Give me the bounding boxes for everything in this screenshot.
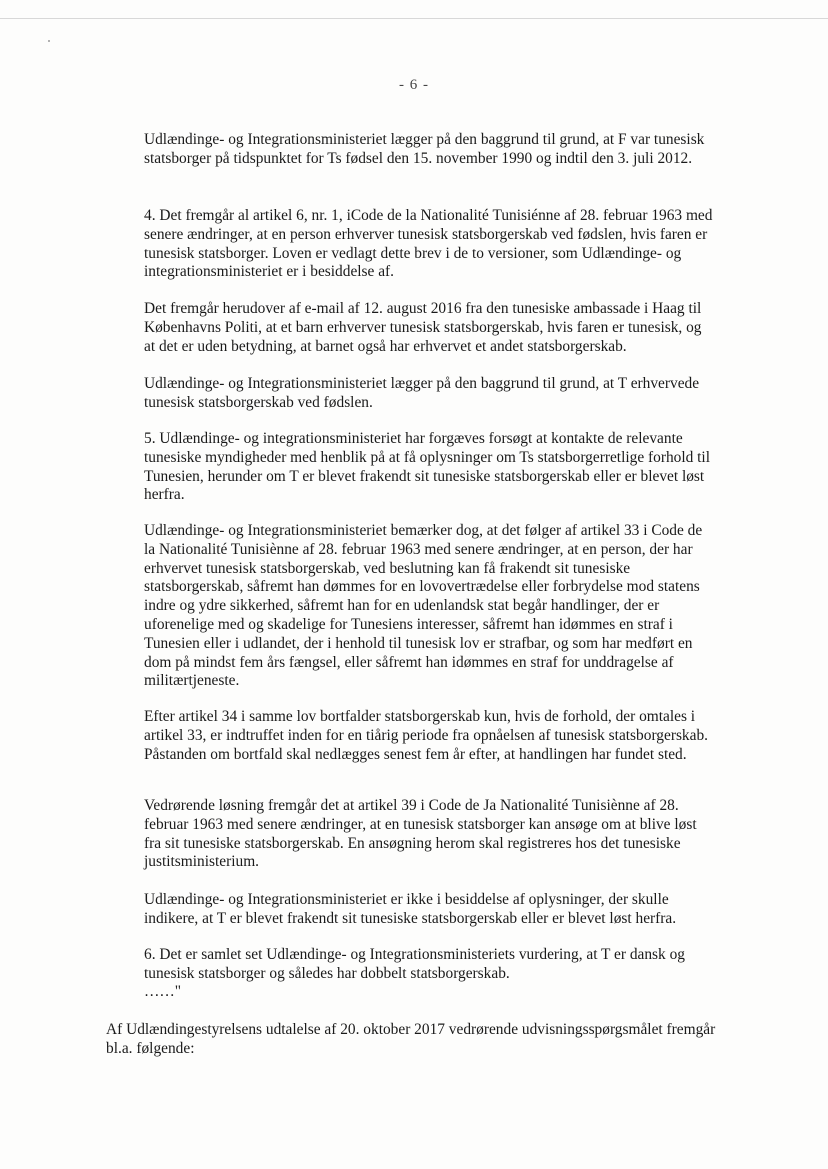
paragraph-6: Udlændinge- og Integrationsministeriet bemærker dog, at det følger af artikel 33 i Code de la Nationalité Tunisiènne af 28. februar 1963 med senere ændringer, at en person, der har erhvervet tunesisk statsborgerskab, ved beslutning kan få frakendt sit tunesiske statsborgerskab, såfremt han dømmes for en lovovertrædelse eller forbrydelse mod statens indre og ydre sikkerhed, såfremt han for en udenlandsk stat begår handlinger, der er uforenelige med og skadelige for Tunesiens interesser, såfremt han idømmes en straf i Tunesien eller i udlandet, der i henhold til tunesisk lov er strafbar, og som har medført en dom på mindst fem års fængsel, eller såfremt han idømmes en straf for unddragelse af militærtjeneste. bbox=[144, 522, 703, 690]
paragraph-4: Udlændinge- og Integrationsministeriet lægger på den baggrund til grund, at T erhvervede tunesisk statsborgerskab ved fødslen. bbox=[144, 375, 700, 411]
paragraph-9: Udlændinge- og Integrationsministeriet er ikke i besiddelse af oplysninger, der skulle indikere, at T er blevet frakendt sit tunesiske statsborgerskab eller er blevet løst herfra. bbox=[144, 891, 677, 927]
paragraph-7: Efter artikel 34 i samme lov bortfalder statsborgerskab kun, hvis de forhold, der omtales i artikel 33, er indtruffet inden for en tiårig periode fra opnåelsen af tunesisk statsborgerskab. Påstanden om bortfald skal nedlægges senest fem år efter, at handlingen har fundet sted. bbox=[144, 708, 708, 763]
paragraph-3: Det fremgår herudover af e-mail af 12. august 2016 fra den tunesiske ambassade i Haag til Københavns Politi, at et barn erhverver tunesisk statsborgerskab, hvis faren er tunesisk, og at det er uden betydning, at barnet også har erhvervet et andet statsborgerskab. bbox=[144, 300, 702, 355]
closing-paragraph: Af Udlændingestyrelsens udtalelse af 20. oktober 2017 vedrørende udvisningsspørgsmålet fremgår bl.a. følgende: bbox=[106, 1021, 716, 1057]
quote-end-marker: ……" bbox=[144, 983, 182, 1000]
page-number: - 6 - bbox=[399, 77, 429, 93]
paragraph-2: 4. Det fremgår al artikel 6, nr. 1, iCode de la Nationalité Tunisiénne af 28. februar 1963 med senere ændringer, at en person erhverver tunesisk statsborgerskab ved fødslen, hvis faren er tunesisk statsborger. Loven er vedlagt dette brev i de to versioner, som Udlændinge- og integrationsministeriet er i besiddelse af. bbox=[144, 207, 713, 281]
top-scan-edge bbox=[0, 18, 828, 19]
scan-speck bbox=[48, 40, 50, 42]
paragraph-1: Udlændinge- og Integrationsministeriet lægger på den baggrund til grund, at F var tunesisk statsborger på tidspunktet for Ts fødsel den 15. november 1990 og indtil den 3. juli 2012. bbox=[144, 131, 705, 167]
paragraph-10: 6. Det er samlet set Udlændinge- og Integrationsministeriets vurdering, at T er dansk og tunesisk statsborger og således har dobbelt statsborgerskab. bbox=[144, 946, 685, 982]
paragraph-8: Vedrørende løsning fremgår det at artikel 39 i Code de Ja Nationalité Tunisiènne af 28. februar 1963 med senere ændringer, at en tunesisk statsborger kan ansøge om at blive løst fra sit tunesiske statsborgerskab. En ansøgning herom skal registreres hos det tunesiske justitsministerium. bbox=[144, 797, 697, 871]
paragraph-5: 5. Udlændinge- og integrationsministeriet har forgæves forsøgt at kontakte de relevante tunesiske myndigheder med henblik på at få oplysninger om Ts statsborgerretlige forhold til Tunesien, herunder om T er blevet frakendt sit tunesiske statsborgerskab eller er blevet løst herfra. bbox=[144, 430, 710, 504]
